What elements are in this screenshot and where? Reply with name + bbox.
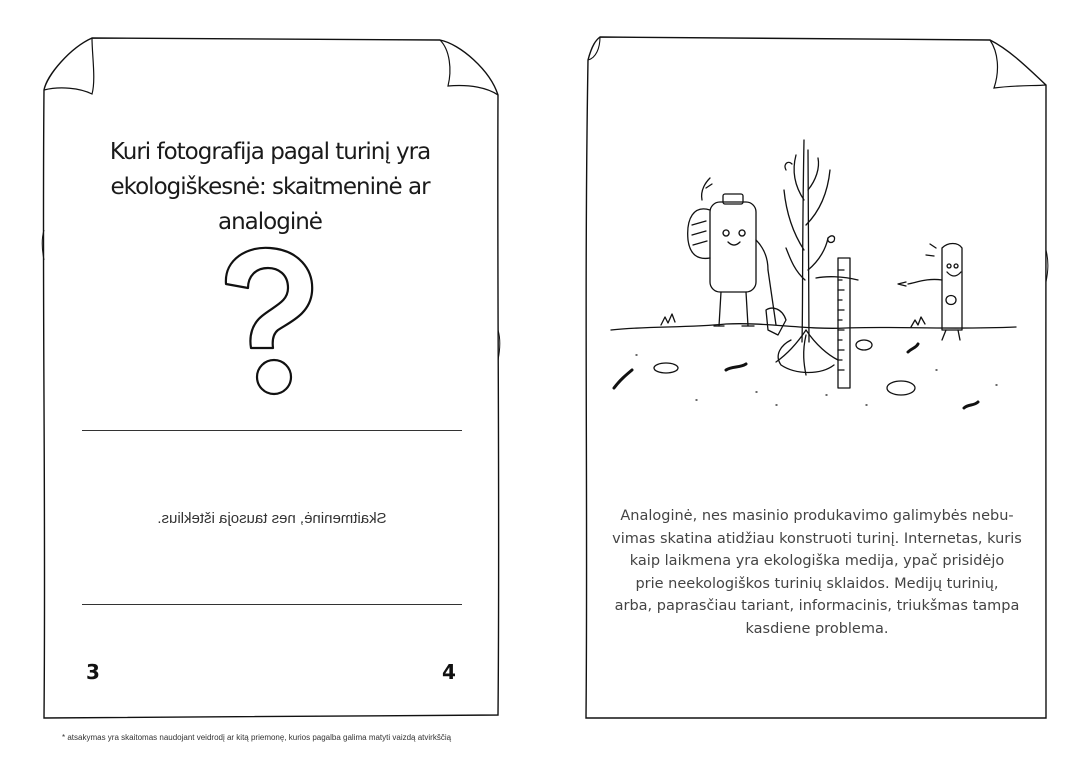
answer-text [612, 505, 1022, 640]
page-number-right: 4 [442, 660, 456, 684]
answer-line: kaip laikmena yra ekologiška medija, ypač prisidėjo [629, 553, 1005, 569]
question-title: Kuri fotografija pagal turinį yra ekologiškesnė: skaitmeninė ar analoginė [109, 139, 431, 235]
answer-line: arba, paprasčiau tariant, informacinis, triukšmas tampa [614, 598, 1020, 614]
answer-line: kasdiene problema. [745, 620, 889, 637]
footnote: * atsakymas yra skaitomas naudojant veidrodį ar kitą priemonę, kurios pagalba galima matyti vaizdą atvirkščią [62, 733, 452, 742]
page-number-left: 3 [86, 660, 100, 684]
answer-line: vimas skatina atidžiau konstruoti turinį. Internetas, kuris [612, 530, 1022, 547]
answer-line: prie neekologiškos turinių sklaidos. Medijų turinių, [635, 575, 999, 592]
tree-planting-illustration [606, 130, 1026, 430]
mirrored-answer: Skaitmeninė, nes tausoja išteklius. [157, 510, 387, 527]
answer-line: Analoginė, nes masinio produkavimo galimybės nebu- [620, 508, 1014, 524]
